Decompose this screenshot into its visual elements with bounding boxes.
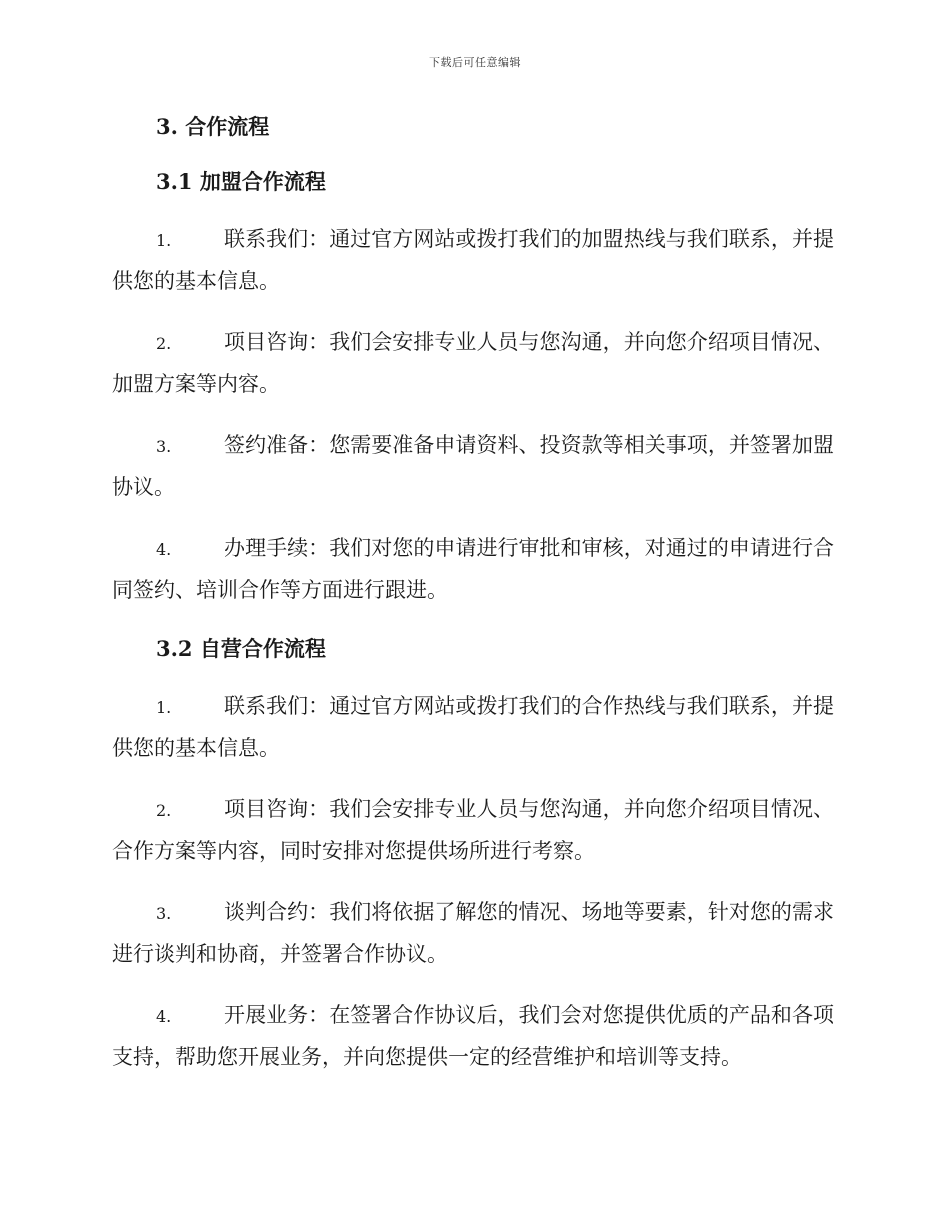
item-number: 2. (156, 334, 172, 353)
item-text: 联系我们：通过官方网站或拨打我们的加盟热线与我们联系，并提供您的基本信息。 (112, 227, 834, 293)
list-item (112, 219, 834, 302)
item-text: 开展业务：在签署合作协议后，我们会对您提供优质的产品和各项支持，帮助您开展业务，并向您提供一定的经营维护和培训等支持。 (112, 1003, 834, 1069)
list-item (112, 528, 834, 611)
item-number: 4. (156, 1007, 172, 1026)
item-text: 项目咨询：我们会安排专业人员与您沟通，并向您介绍项目情况、加盟方案等内容。 (112, 330, 834, 396)
list-item (112, 789, 834, 872)
item-text: 项目咨询：我们会安排专业人员与您沟通，并向您介绍项目情况、合作方案等内容，同时安排对您提供场所进行考察。 (112, 797, 834, 863)
header-note: 下载后可任意编辑 (429, 56, 521, 69)
list-item (112, 425, 834, 508)
list-item (112, 995, 834, 1078)
subsection-title: 3.2 自营合作流程 (156, 636, 326, 661)
item-number: 3. (156, 904, 172, 923)
subsection-title: 3.1 加盟合作流程 (156, 169, 326, 194)
item-number: 3. (156, 437, 172, 456)
subsection-franchise (112, 165, 834, 611)
section-title: 3. 合作流程 (156, 114, 270, 139)
item-text: 签约准备：您需要准备申请资料、投资款等相关事项，并签署加盟协议。 (112, 433, 834, 499)
item-number: 4. (156, 540, 172, 559)
item-number: 1. (156, 698, 172, 717)
list-item (112, 686, 834, 769)
item-text: 办理手续：我们对您的申请进行审批和审核，对通过的申请进行合同签约、培训合作等方面进行跟进。 (112, 536, 834, 602)
list-item (112, 892, 834, 975)
item-number: 2. (156, 801, 172, 820)
item-text: 谈判合约：我们将依据了解您的情况、场地等要素，针对您的需求进行谈判和协商，并签署合作协议。 (112, 900, 834, 966)
document-body (112, 110, 834, 1078)
list-item (112, 322, 834, 405)
subsection-self-operated (112, 632, 834, 1078)
item-text: 联系我们：通过官方网站或拨打我们的合作热线与我们联系，并提供您的基本信息。 (112, 694, 834, 760)
item-number: 1. (156, 231, 172, 250)
